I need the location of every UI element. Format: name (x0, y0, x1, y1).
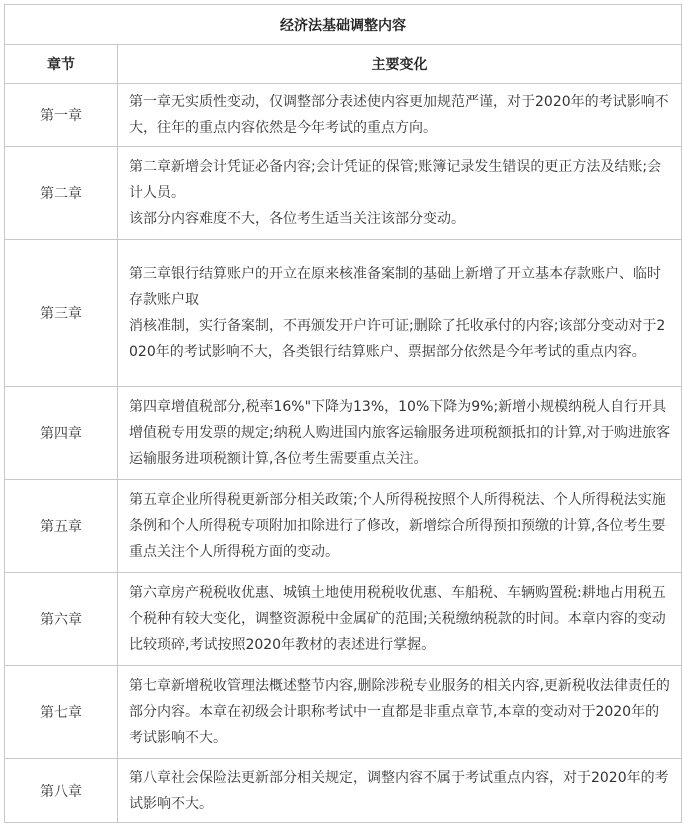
chapter-label: 第八章 (5, 759, 118, 823)
header-row (5, 45, 682, 84)
change-content (118, 759, 682, 823)
change-text: 第七章新增税收管理法概述整节内容,删除涉税专业服务的相关内容,更新税收法律责任的部分内容。本章在初级会计职称考试中一直都是非重点章节,本章的变动对于2020年的考试影响不大。 (129, 678, 670, 746)
chapter-label: 第五章 (5, 480, 118, 573)
table-row (5, 573, 682, 666)
table-body (5, 5, 682, 823)
change-content (118, 84, 682, 147)
change-content (118, 666, 682, 759)
chapter-label: 第一章 (5, 84, 118, 147)
change-text: 第二章新增会计凭证必备内容;会计凭证的保管;账簿记录发生错误的更正方法及结账;会计人员。 (129, 159, 662, 201)
change-text: 第八章社会保险法更新部分相关规定，调整内容不属于考试重点内容，对于2020年的考试影响不大。 (129, 769, 669, 812)
chapter-label: 第四章 (5, 387, 118, 480)
change-text: 第六章房产税税收优惠、城镇土地使用税税收优惠、车船税、车辆购置税:耕地占用税五个税种有较大变化，调整资源税中金属矿的范围;关税缴纳税款的时间。本章内容的变动比较琐碎,考试按照2020年教材的表述进行掌握。 (129, 585, 666, 653)
table-row (5, 666, 682, 759)
change-text: 消核准制，实行备案制，不再颁发开户许可证;删除了托收承付的内容;该部分变动对于2020年的考试影响不大，各类银行结算账户、票据部分依然是今年考试的重点内容。 (129, 318, 666, 360)
change-text: 该部分内容难度不大，各位考生适当关注该部分变动。 (129, 211, 465, 227)
table-row (5, 240, 682, 387)
chapter-label: 第六章 (5, 573, 118, 666)
table-row (5, 759, 682, 823)
change-content (118, 480, 682, 573)
table-row (5, 147, 682, 240)
change-text: 第四章增值税部分,税率16%"下降为13%，10%下降为9%;新增小规模纳税人自行开具增值税专用发票的规定;纳税人购进国内旅客运输服务进项税额抵扣的计算,对于购进旅客运输服务进项税额计算,各位考生需要重点关注。 (129, 399, 671, 467)
change-content (118, 573, 682, 666)
table-row (5, 387, 682, 480)
change-text: 第一章无实质性变动，仅调整部分表述使内容更加规范严谨，对于2020年的考试影响不大，往年的重点内容依然是今年考试的重点方向。 (129, 94, 669, 136)
change-text: 第三章银行结算账户的开立在原来核准备案制的基础上新增了开立基本存款账户、临时存款账户取 (129, 266, 661, 308)
change-content (118, 240, 682, 387)
title-row (5, 5, 682, 45)
change-text: 第五章企业所得税更新部分相关政策;个人所得税按照个人所得税法、个人所得税法实施条例和个人所得税专项附加扣除进行了修改，新增综合所得预扣预缴的计算,各位考生要重点关注个人所得税方面的变动。 (129, 492, 666, 560)
header-change: 主要变化 (118, 45, 682, 84)
header-chapter: 章节 (5, 45, 118, 84)
table-row (5, 480, 682, 573)
table-row (5, 84, 682, 147)
chapter-label: 第七章 (5, 666, 118, 759)
table-title: 经济法基础调整内容 (5, 5, 682, 45)
chapter-label: 第三章 (5, 240, 118, 387)
change-content (118, 387, 682, 480)
adjustment-table (4, 4, 682, 823)
change-content (118, 147, 682, 240)
chapter-label: 第二章 (5, 147, 118, 240)
